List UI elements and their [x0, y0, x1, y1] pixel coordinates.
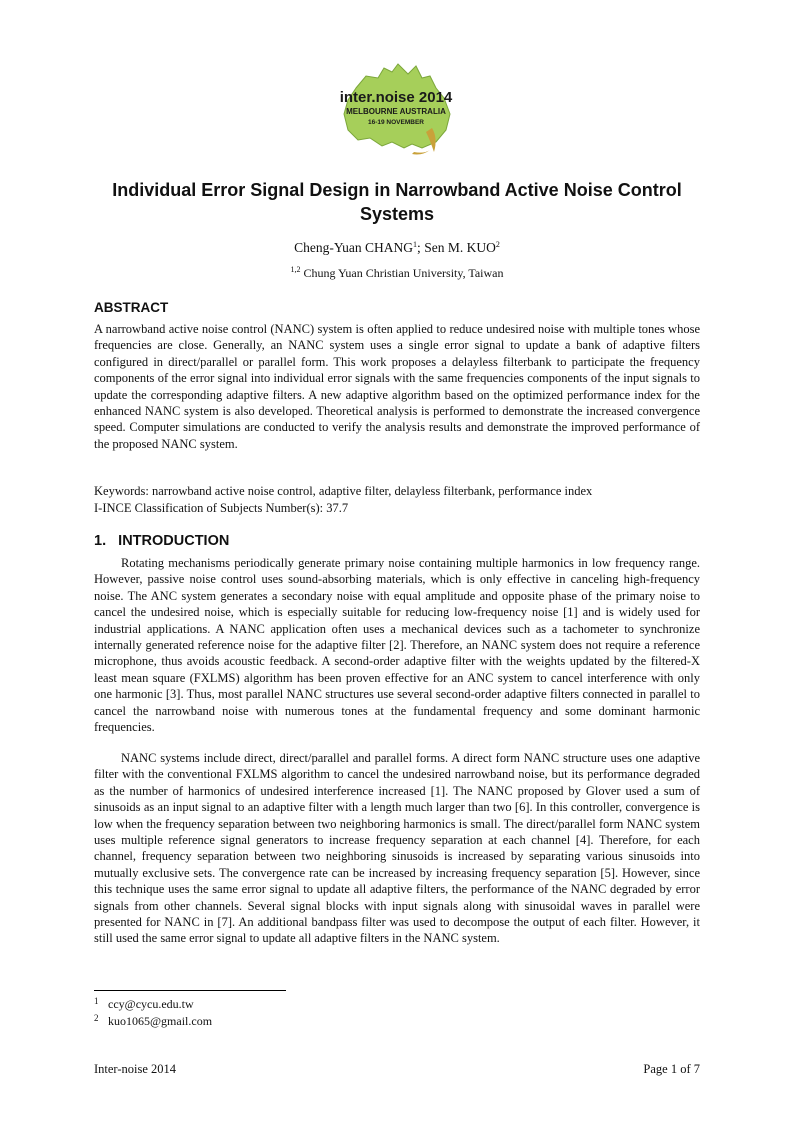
intro-paragraph-2: NANC systems include direct, direct/parallel and parallel forms. A direct form NANC structure uses one adaptive filter with the conventional FXLMS algorithm to cancel the undesired narrowband noise, but its performance degraded as the number of harmonics of undesired interference increased [1]. The NANC proposed by Glover used a sum of sinusoids as an input signal to an adaptive filter with a length much larger than two [6]. In this controller, convergence is low when the frequency separation between two neighboring harmonics is small. The direct/parallel form NANC system uses multiple reference signal generators to increase frequency separation at each channel [4]. Therefore, for each channel, frequency separation between two neighboring sinusoids is increased by separating various sinusoids into mutually exclusive sets. The convergence rate can be increased by increasing frequency separation [5]. However, since this technique uses the same error signal to update all adaptive filters, the performance of the NANC degraded by error signals from other channels. Several signal blocks with input signals along with sinusoidal waves in parallel were presented for NANC in [7]. An additional bandpass filter was used to decompose the output of each filter. However, it still used the same error signal to update all adaptive filters in the NANC system. — [94, 751, 700, 946]
footnote-1-email: ccy@cycu.edu.tw — [108, 997, 194, 1011]
author-1: Cheng-Yuan CHANG — [294, 240, 414, 255]
affiliation — [0, 266, 794, 281]
affiliation-text: Chung Yuan Christian University, Taiwan — [303, 266, 504, 280]
classification: I-INCE Classification of Subjects Number(s): 37.7 — [94, 501, 349, 515]
conference-logo — [326, 58, 466, 160]
footnote-1-number: 1 — [94, 996, 99, 1006]
intro-paragraph-1: Rotating mechanisms periodically generate primary noise containing multiple harmonics in low frequency range. However, passive noise control uses sound-absorbing materials, which is only effective in canceling high-frequency noise. The ANC system generates a secondary noise with equal amplitude and opposite phase of the primary noise to cancel the undesired noise, which is especially suitable for reducing low-frequency noise [1] and is widely used for industrial applications. A NANC application often uses a mechanical devices such as a tachometer to synchronize internally generated reference noise for the adaptive filter [2]. Therefore, an NANC system does not require a reference microphone, thus avoids acoustic feedback. A second-order adaptive filter with the weights updated by the filtered-X least mean square (FXLMS) algorithm has been proven effective for an ANC system to cancel interference with only one harmonic [3]. Thus, most parallel NANC structures use several second-order adaptive filters connected in parallel to cancel the narrowband noise with numerous tones at the fundamental frequency and some dominant harmonic frequencies. — [94, 556, 700, 735]
australia-map-icon — [326, 58, 466, 160]
abstract-text: A narrowband active noise control (NANC) system is often applied to reduce undesired noise with multiple tones whose frequencies are close. Generally, an NANC system uses a single error signal to update a bank of adaptive filters configured in direct/parallel or parallel form. This work proposes a delayless filterbank to participate the frequency components of the error signal into individual error signals with the same frequencies components of the input signals to update the corresponding adaptive filters. A new adaptive algorithm based on the optimized performance index for the enhanced NANC system is also developed. Theoretical analysis is performed to demonstrate the increased convergence speed. Computer simulations are conducted to verify the analysis results and demonstrate the improved performance of the proposed NANC system. — [94, 322, 700, 451]
author-2-mark: 2 — [495, 240, 500, 249]
footnote-divider — [94, 990, 286, 991]
footer-page-number: Page 1 of 7 — [643, 1062, 700, 1076]
footer-conference: Inter-noise 2014 — [94, 1062, 177, 1076]
footnote-1 — [94, 996, 194, 1012]
keywords: Keywords: narrowband active noise control, adaptive filter, delayless filterbank, performance index — [94, 484, 593, 498]
logo-location: MELBOURNE AUSTRALIA — [346, 107, 446, 116]
author-2: Sen M. KUO — [424, 240, 496, 255]
footnote-2 — [94, 1013, 212, 1029]
logo-title: inter.noise 2014 — [339, 89, 453, 106]
author-line — [0, 240, 794, 256]
footnote-2-email: kuo1065@gmail.com — [108, 1014, 213, 1028]
introduction-heading: 1. INTRODUCTION — [94, 533, 230, 549]
logo-dates: 16-19 NOVEMBER — [368, 119, 424, 126]
affiliation-mark: 1,2 — [290, 265, 301, 274]
boomerang-icon — [412, 150, 430, 155]
paper-title: Individual Error Signal Design in Narrowband Active Noise Control Systems — [112, 180, 682, 224]
footnote-2-number: 2 — [94, 1013, 99, 1023]
author-1-mark: 1 — [413, 240, 418, 249]
author-separator: ; — [417, 240, 425, 255]
abstract-heading: ABSTRACT — [94, 300, 169, 315]
